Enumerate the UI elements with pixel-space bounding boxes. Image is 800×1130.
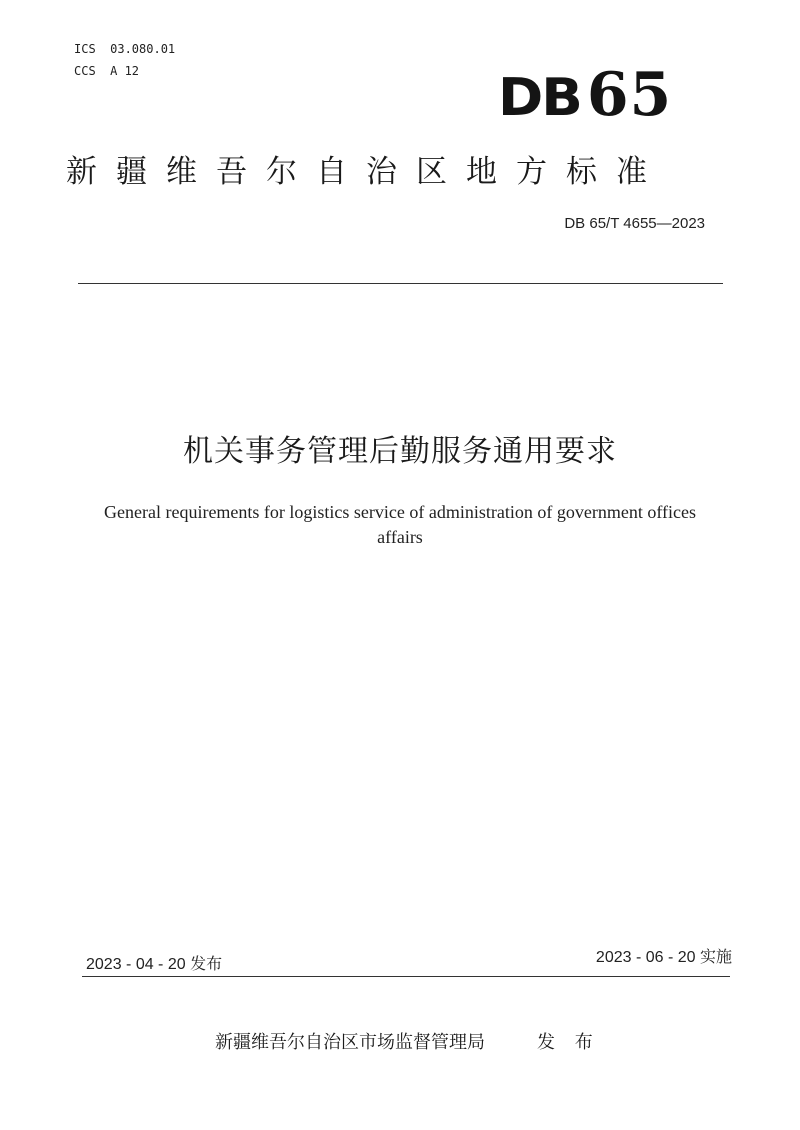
db-logo-letters: DB [498, 68, 581, 128]
implementation-date: 2023 - 06 - 20 实施 [595, 949, 732, 966]
db-logo-number: 65 [586, 60, 673, 130]
classification-codes [74, 38, 175, 82]
bottom-divider [82, 976, 730, 977]
db-logo [498, 60, 678, 130]
top-divider [78, 283, 723, 284]
document-title-english: General requirements for logistics service of administration of government offices affairs [104, 502, 696, 547]
ics-code: ICS 03.080.01 [74, 42, 176, 56]
org-title: 新疆维吾尔自治区地方标准 [66, 154, 666, 190]
issue-date: 2023 - 04 - 20 发布 [86, 956, 223, 973]
standard-number: DB 65/T 4655—2023 [564, 215, 705, 232]
publisher-name: 新疆维吾尔自治区市场监督管理局 [215, 1032, 485, 1053]
publish-label: 发 布 [537, 1032, 600, 1053]
ccs-code: CCS A 12 [74, 64, 140, 78]
document-title-chinese: 机关事务管理后勤服务通用要求 [183, 434, 617, 469]
